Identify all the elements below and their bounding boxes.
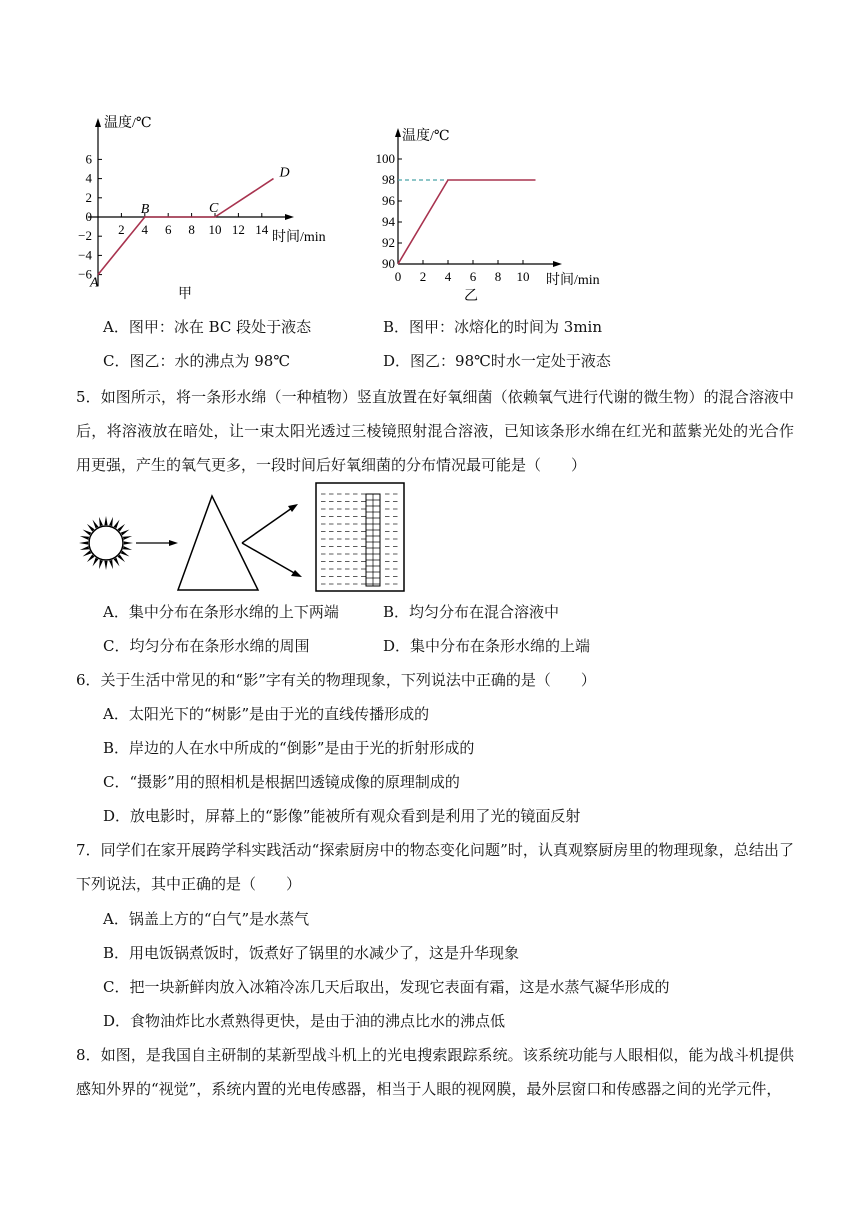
- light-beam-arrowhead: [169, 540, 178, 546]
- jia-xtick-label: 6: [164, 222, 172, 237]
- q7-stem: 7．同学们在家开展跨学科实践活动“探索厨房中的物态变化问题”时，认真观察厨房里的物理现象，总结出了下列说法，其中正确的是（ ）: [76, 841, 794, 893]
- q7-option-b: B．用电饭锅煮饭时，饭煮好了锅里的水减少了，这是升华现象: [103, 944, 520, 962]
- jia-x-arrow: [285, 214, 294, 220]
- sun-ray: [123, 546, 132, 550]
- q8-stem: 8．如图，是我国自主研制的某新型战斗机上的光电搜索跟踪系统。该系统功能与人眼相似，能为战斗机提供感知外界的“视觉”，系统内置的光电传感器，相当于人眼的视网膜，最外层窗口和传感器之间的光学元件，: [76, 1046, 794, 1098]
- jia-xtick-label: 2: [118, 222, 125, 237]
- sun-ray: [87, 524, 95, 532]
- jia-ytick-label: 6: [85, 151, 92, 167]
- yi-ytick-label: 92: [382, 235, 395, 250]
- dispersed-ray-upper: [242, 508, 292, 543]
- yi-ytick-label: 100: [375, 151, 395, 166]
- yi-xtick-label: 10: [516, 269, 530, 284]
- jia-point-label: A: [90, 275, 99, 291]
- sun-ray: [80, 546, 89, 550]
- sun-ray: [109, 517, 113, 526]
- sun-ray: [123, 536, 132, 540]
- yi-series-line: [398, 180, 536, 264]
- sun-ray: [118, 524, 126, 532]
- q6-option-c: C．“摄影”用的照相机是根据凹透镜成像的原理制成的: [103, 773, 460, 791]
- sun-ray: [118, 555, 126, 563]
- figure-jia: [70, 108, 340, 308]
- q4-option-b: B．图甲：冰熔化的时间为 3min: [383, 318, 603, 336]
- q7-option-d: D．食物油炸比水煮熟得更快，是由于油的沸点比水的沸点低: [103, 1012, 506, 1030]
- sun-ray: [109, 560, 113, 569]
- sun-ray: [99, 517, 103, 526]
- jia-point-label: B: [140, 202, 150, 217]
- q4-option-d: D．图乙：98℃时水一定处于液态: [383, 352, 611, 370]
- q5-stem: 5．如图所示，将一条形水绵（一种植物）竖直放置在好氧细菌（依赖氧气进行代谢的微生物）的混合溶液中后，将溶液放在暗处，让一束太阳光透过三棱镜照射混合溶液，已知该条形水绵在红光和蓝紫光处的光合作用更强，产生的氧气更多，一段时间后好氧细菌的分布情况最可能是（ ）: [76, 388, 794, 474]
- jia-ytick-label: −2: [78, 228, 92, 244]
- dispersed-ray-upper-head: [288, 504, 298, 512]
- sun-ray: [93, 520, 99, 529]
- sun-ray: [99, 560, 103, 569]
- q6-option-d: D．放电影时，屏幕上的“影像”能被所有观众看到是利用了光的镜面反射: [103, 807, 581, 825]
- jia-ytick-label: 4: [85, 170, 92, 186]
- sun-ray: [114, 520, 120, 529]
- sun-ray: [121, 551, 130, 557]
- prism: [178, 496, 258, 590]
- sun-ray: [93, 558, 99, 567]
- sun-ray: [114, 558, 120, 567]
- q7-option-a: A．锅盖上方的“白气”是水蒸气: [103, 910, 310, 928]
- yi-xtick-label: 4: [444, 269, 452, 284]
- yi-xtick-label: 2: [419, 269, 427, 284]
- jia-xtick-label: 12: [231, 222, 245, 237]
- q5-option-d: D．集中分布在条形水绵的上端: [383, 637, 591, 655]
- yi-xtick-label: 6: [469, 269, 477, 284]
- yi-caption: 乙: [464, 289, 478, 304]
- sun-ray: [79, 541, 88, 544]
- figure-yi: [360, 120, 620, 310]
- sun-ray: [87, 555, 95, 563]
- jia-ytick-label: 0: [85, 209, 92, 224]
- jia-ytick-label: −6: [78, 266, 92, 282]
- sun-ray: [104, 561, 107, 570]
- yi-ylabel: 温度/℃: [402, 129, 450, 144]
- jia-xtick-label: 14: [255, 222, 269, 237]
- yi-xlabel: 时间/min: [546, 273, 600, 288]
- jia-ylabel: 温度/℃: [104, 116, 152, 131]
- yi-ytick-label: 96: [382, 193, 395, 208]
- sun-ray: [83, 530, 92, 536]
- jia-ytick-label: 2: [85, 189, 92, 205]
- sun-ray: [104, 516, 107, 525]
- sun-disc: [89, 526, 123, 560]
- yi-ytick-label: 90: [382, 256, 395, 271]
- q4-option-a: A．图甲：冰在 BC 段处于液态: [103, 318, 312, 336]
- yi-ytick-label: 98: [382, 172, 395, 187]
- yi-xtick-label: 0: [394, 269, 402, 284]
- prism-experiment-diagram: [78, 478, 418, 600]
- yi-xtick-label: 8: [494, 269, 502, 284]
- sun-ray: [121, 530, 130, 536]
- yi-y-arrow: [395, 128, 401, 137]
- q5-option-b: B．均匀分布在混合溶液中: [383, 603, 560, 621]
- jia-caption: 甲: [178, 287, 192, 302]
- q5-option-c: C．均匀分布在条形水绵的周围: [103, 637, 310, 655]
- q6-option-a: A．太阳光下的“树影”是由于光的直线传播形成的: [103, 705, 430, 723]
- q5-option-a: A．集中分布在条形水绵的上下两端: [103, 603, 339, 621]
- q7-option-c: C．把一块新鲜肉放入冰箱冷冻几天后取出，发现它表面有霜，这是水蒸气凝华形成的: [103, 978, 670, 996]
- sun-ray: [83, 551, 92, 557]
- jia-xlabel: 时间/min: [272, 230, 326, 245]
- solution-container: [316, 483, 404, 591]
- yi-ytick-label: 94: [382, 214, 395, 229]
- q4-option-c: C．图乙：水的沸点为 98℃: [103, 352, 291, 370]
- jia-point-label: D: [279, 165, 290, 181]
- jia-xtick-label: 10: [208, 222, 222, 237]
- jia-y-arrow: [95, 118, 101, 127]
- jia-xtick-label: 4: [141, 222, 149, 237]
- jia-point-label: C: [209, 201, 219, 216]
- q6-stem: 6．关于生活中常见的和“影”字有关的物理现象，下列说法中正确的是（ ）: [76, 671, 596, 689]
- sun-ray: [124, 541, 133, 544]
- jia-xtick-label: 8: [188, 222, 195, 237]
- yi-x-arrow: [553, 261, 562, 267]
- jia-ytick-label: −4: [78, 247, 92, 263]
- sun-ray: [80, 536, 89, 540]
- sun-icon: [79, 516, 133, 570]
- dispersed-ray-lower-head: [291, 570, 302, 577]
- q6-option-b: B．岸边的人在水中所成的“倒影”是由于光的折射形成的: [103, 739, 475, 757]
- dispersed-ray-lower: [242, 543, 296, 574]
